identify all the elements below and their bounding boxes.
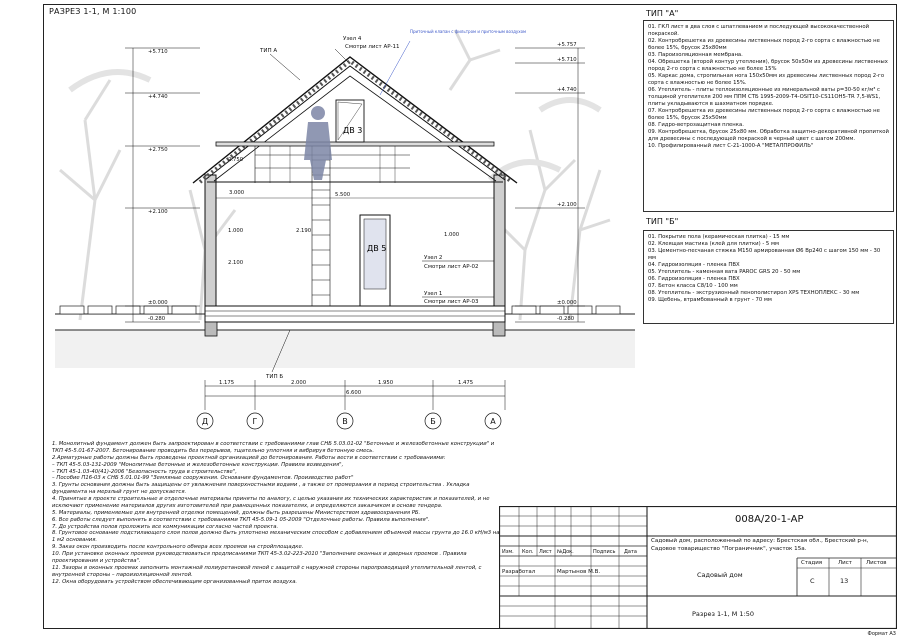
level-left-5: -0.280 [148,316,166,322]
type-a-item: 01. ГКЛ лист в два слоя с шпатлеванием и последующей высококачественной покраской. [648,24,870,37]
level-right-4: +2.100 [557,202,577,208]
callouts [259,29,526,380]
project-address: Садовый дом, расположенный по адресу: Брестская обл., Брестский р-н, Садовое товарищество "Пограничник", участок 15а. [651,538,869,552]
type-b-item: 03. Цементно-песчаная стяжка М150 армированная Ø6 Вр240 с шагом 150 мм - 30 мм [648,247,881,261]
stage-header: Стадия [801,560,823,566]
note: – Пособие П16-03 к СНБ 5.01.01-99 "Земляные сооружения. Основания фундаментов. Производство работ" [52,475,354,482]
type-b-item: 02. Клеящая мастика (клей для плитки) - 5 мм [648,240,779,247]
type-a-item: 08. Гидро-ветрозащитная пленка. [648,121,744,128]
note: 3. Грунты основания должны быть защищены от увлажнения поверхностными водами , а также от промерзания в период строительства . Укладка фундамента на мерзлый грунт не допускается. [52,482,470,496]
sheet-header: Лист [838,560,852,566]
dim-2190: 2.190 [296,228,312,234]
level-right-1: +5.757 [557,42,577,48]
type-b-title: ТИП "Б" [646,217,679,226]
col-ndok: №Док. [557,549,574,555]
dim-1000a: 1.000 [228,228,244,234]
dim-bottom-total: 6.600 [346,390,362,396]
type-b-item: 07. Бетон класса С8/10 - 100 мм [648,282,738,289]
type-b-item: 08. Утеплитель - экструзионный пенополистирол XPS ТЕХНОПЛЕКС - 30 мм [648,289,860,296]
note: 12. Окна оборудовать устройством обеспечивающим организованный приток воздуха. [52,578,298,585]
callout-node2: Узел 2 [424,255,443,261]
axis-a: А [490,417,496,426]
level-right-6: -0.280 [557,316,575,322]
note: 4. Принятые в проекте строительные и отделочные материалы приняты по аналогу, с целью указания их технических характеристик и показателей, и не исключают применение материалов других изготовителей при равноценных показателях, и определяются заказчиком в основе тендера. [52,496,490,509]
axis-v: В [342,417,348,426]
drawing-name: Разрез 1-1, М 1:50 [692,610,755,618]
callout-type-a: ТИП А [260,48,278,54]
axis-b: Б [430,417,436,426]
door-dv5 [360,215,390,306]
object-name: Садовый дом [697,571,743,579]
level-right-2: +5.710 [557,57,577,63]
type-a-item: 04. Обрешетка (второй контур утепления), брусок 50х50м из древесины лиственных пород 2-го сорта с влажностью не более 15% [648,58,888,72]
level-left-2: +4.740 [148,94,168,100]
walls [205,175,505,306]
dim-bottom-3: 1.950 [378,380,394,386]
type-b-item: 01. Покрытие пола (керамическая плитка) - 15 мм [648,234,790,240]
room-label-dv3: ДВ 3 [343,126,363,135]
left-level-labels [148,49,168,322]
general-notes [52,441,502,585]
note: 11. Зазоры в оконных проемах заполнить монтажной полиуретановой пеной с защитой с наружной стороны паропроводящей утеплительной лентой, с внутренней стороны – пароизоляционной лентой. [52,564,482,578]
note: 7. До устройства полов проложить все коммуникации согласно частей проекта. [52,523,279,530]
col-sign: Подпись [593,549,616,555]
type-a-item: 03. Пароизоляционная мембрана. [648,51,743,58]
type-a-item: 10. Профилированный лист С-21-1000-А "МЕТАЛПРОФИЛЬ" [648,142,814,149]
level-left-6: +2.750 [148,147,168,153]
developer-name: Мартынов М.В. [557,569,601,575]
callout-vent: Приточный клапан с фильтром и приточным воздухом [410,29,527,34]
dim-2750: 2.750 [228,157,244,163]
section-title: РАЗРЕЗ 1-1, М 1:100 [49,7,137,16]
mezzanine [216,142,494,183]
attic-window [336,100,364,142]
col-date: Дата [624,549,637,555]
dim-bottom-4: 1.475 [458,380,474,386]
type-b-item: 04. Гидроизоляция - пленка ПВХ [648,261,740,268]
dim-bottom-1: 1.175 [219,380,235,386]
dim-mezz: 3.000 [229,190,245,196]
inner-dimensions [216,157,494,266]
axis-g: Г [252,417,258,426]
format-label: Формат А3 [867,631,896,637]
type-a-item: 05. Каркас дома, стропильная нога 150х50мм из древесины лиственных пород 2-го сорта с влажностью не более 15%. [648,72,885,86]
sheet-value: 13 [840,577,849,585]
note: 6. Все работы следует выполнять в соответствии с требованиями ТКП 45-5.09-1 05-2009 "Отделочные работы. Правила выполнения". [52,516,430,523]
project-code: 008А/20-1-АР [735,514,804,525]
callout-type-b: ТИП Б [266,374,284,380]
type-b-item: 05. Утеплитель - каменная вата PAROC GRS 20 - 50 мм [648,268,801,275]
note: 1. Монолитный фундамент должен быть запроектирован в соответствии с требованиями глав СНБ 5.03.01-02 "Бетонные и железобетонные конструкции" и ТКП 45-5.01-67-2007. Бетонирование проводить без перерывов, тщательно уплотняя и вибрируя бетонную смесь. [52,441,495,454]
note: 8. Грунтовое основание подстилающего слоя полов должно быть уплотнено механическим способом с добавлением объемной массы грунта до 16.0 кН/м3 на 1 м2 основания. [52,530,500,544]
callout-node4: Узел 4 [343,36,362,42]
left-level-marks [125,48,200,322]
level-right-5: ±0.000 [557,300,577,306]
note: 9. Заказ окон производить после контрольного обмера всех проемов на стройплощадке. [52,544,304,551]
level-left-3: +2.100 [148,209,168,215]
note: – ТКП 45-5.03-131-2009 "Монолитные бетонные и железобетонные конструкции. Правила возведения", [52,461,344,468]
note: – ТКП 45-1.03-40(41)-2006 "Безопасность труда в строительстве", [52,468,237,475]
type-a-item: 06. Утеплитель - плиты теплоизоляционные из минеральной ваты ρ=30-50 кг/м³ с толщиной утеплителя 200 мм ППМ СТБ 1995-2009-Т4-ОSIТ10-СS11ОН5-ТR 7,5-WS1, плиты укладываются в шахматном порядке. [648,86,881,107]
col-izm: Изм. [502,549,514,555]
type-b-box [643,230,894,324]
col-kol: Кол. [522,549,534,555]
type-a-title: ТИП "А" [646,9,679,18]
human-figure-icon [304,106,332,180]
type-a-item: 09. Контробрешетка, брусок 25х80 мм. Обработка защитно-декоративной пропиткой для древесины с последующей покраской в черный цвет с шагом 200мм. [648,128,889,142]
type-a-item: 02. Контробрешетка из древесины лиственных пород 2-го сорта с влажностью не более 15%, брусок 25х80мм [648,37,880,51]
type-a-box [643,20,894,212]
type-a-item: 07. Контробрешетка из древесины лиственных пород 2-го сорта с влажностью не более 15%, брусок 25х50мм [648,107,880,121]
callout-node1-ref: Смотри лист АР-03 [424,299,479,305]
title-block [499,506,897,629]
note: 2.Арматурные работы должны быть проведены проектной организацией до бетонирования. Работы вести в соответствии с требованиями: [52,454,446,461]
note: 5. Материалы, применяемые для внутренней отделки помещений, должны быть разрешены Министерством здравоохранения РБ. [52,509,421,516]
callout-node1: Узел 1 [424,291,443,297]
callout-node2-ref: Смотри лист АР-02 [424,264,479,270]
dim-2100: 2.100 [228,260,244,266]
dim-bottom-2: 2.000 [291,380,307,386]
bottom-dim-labels [219,380,473,396]
dim-span: 5.500 [335,192,351,198]
callout-node4-ref: Смотри лист АР-11 [345,44,400,50]
axis-d: Д [201,417,209,426]
axis-markers [197,413,501,429]
col-list: Лист [539,549,552,555]
level-left-4: ±0.000 [148,300,168,306]
type-b-item: 09. Щебень, втрамбованный в грунт - 70 мм [648,296,772,303]
type-b-item: 06. Гидроизоляция - пленка ПВХ [648,275,740,282]
developed-label: Разработал [502,569,536,575]
level-left-1: +5.710 [148,49,168,55]
room-label-dv5: ДВ 5 [367,244,387,253]
sheets-header: Листов [866,560,887,566]
note: 10. При установке оконных проемов руководствоваться предписаниями ТКП 45-3.02-223-2010 "Заполнение оконных и дверных проемов . Правила проектирования и устройства". [52,551,467,564]
dim-1000b: 1.000 [444,232,460,238]
stage-value: С [810,577,815,585]
level-right-3: +4.740 [557,87,577,93]
